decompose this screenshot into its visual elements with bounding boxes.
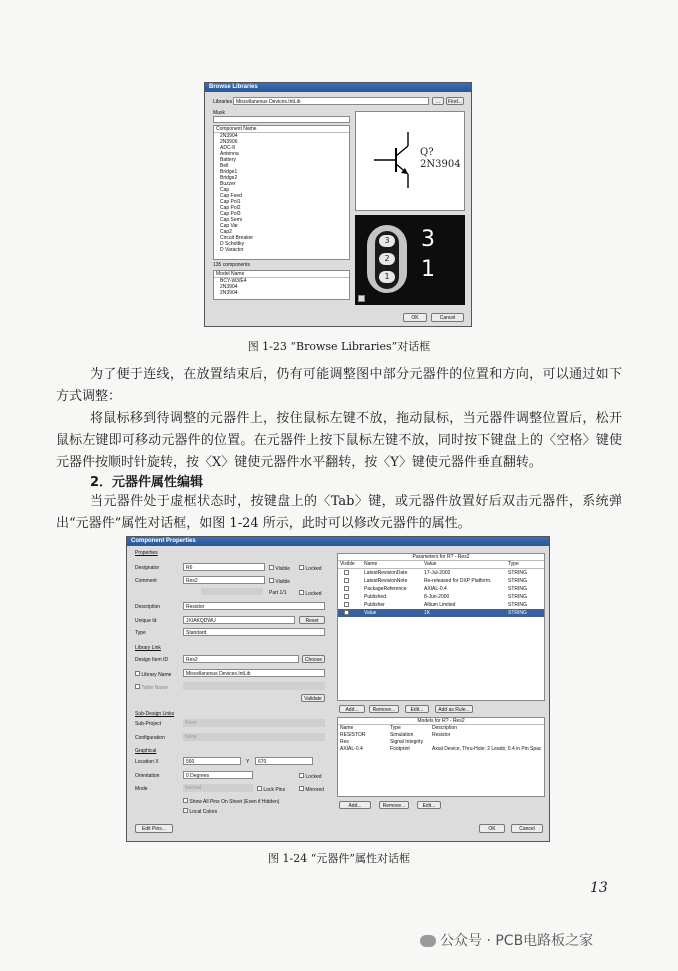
ok-button[interactable]: OK [479,824,505,833]
params-header-value: Value [424,561,437,567]
figure-caption-23: 图 1-23 “Browse Libraries”对话框 [247,340,431,353]
table-row[interactable] [338,569,544,577]
footprint-label-top: 3 [421,227,435,252]
mask-input[interactable] [213,116,350,123]
models-header-type: Type [390,725,401,731]
paragraph-2: 将鼠标移到待调整的元器件上，按住鼠标左键不放，拖动鼠标，当元器件调整位置后，松开鼠标左键即可移动元器件的位置。在元器件上按下鼠标左键不放，同时按下键盘上的〈空格〉键使元器件按顺时针旋转，按〈X〉键使元器件水平翻转，按〈Y〉键使元器件垂直翻转。 [56,411,622,470]
param-name: Value [364,610,377,616]
model-list-item[interactable]: 2N3904 [220,290,238,296]
comment-select[interactable]: Res2 [183,576,265,584]
param-name: LatestRevisionNote [364,578,408,584]
table-row[interactable] [338,732,544,739]
row-visible-checkbox[interactable] [344,570,349,575]
mode-label: Mode [135,786,148,792]
symbol-comment: 2N3904 [420,159,461,170]
row-visible-checkbox[interactable] [344,594,349,599]
param-name: Publisher [364,602,385,608]
location-y-input[interactable]: 670 [255,757,313,765]
component-list-item[interactable]: D Schottky [220,241,245,247]
description-label: Description [135,604,161,610]
orientation-select[interactable]: 0 Degrees [183,771,253,779]
orientation-label: Orientation [135,773,160,779]
graphical-group-label: Graphical [135,748,157,754]
table-row[interactable] [338,585,544,593]
table-row[interactable] [338,746,544,753]
designator-label: Designator [135,565,160,571]
dialog-titlebar: Browse Libraries [205,83,471,92]
params-header-name: Name [364,561,378,567]
param-value: Re-released for DXP Platform. [424,578,492,584]
param-type: STRING [508,586,527,592]
edit-pins-button[interactable]: Edit Pins... [135,824,173,833]
models-table[interactable] [337,717,545,797]
symbol-preview [355,111,465,211]
footprint-label-bottom: 1 [421,257,435,282]
libraries-select[interactable]: Miscellaneous Devices.IntLib [233,97,429,105]
component-list-item[interactable]: D Varactor [220,247,244,253]
table-row[interactable] [338,577,544,585]
paragraph-3: 当元器件处于虚框状态时，按键盘上的〈Tab〉键，或元器件放置好后双击元器件，系统弹出“元器件”属性对话框，如图 1-24 所示，此时可以修改元器件的属性。 [56,494,622,531]
component-list-item[interactable]: Cap Pol1 [220,199,241,205]
component-list-item[interactable]: Cap Semi [220,217,242,223]
table-row[interactable] [338,593,544,601]
design-item-input[interactable]: Res2 [183,655,299,663]
show-all-pins-checkbox[interactable]: Show All Pins On Sheet (Even if Hidden) [183,798,279,805]
sub-project-label: Sub-Project [135,721,162,727]
param-name: Published [364,594,386,600]
configuration-select: None [183,733,325,741]
3d-view-icon[interactable] [358,295,365,302]
browse-ellipsis-button[interactable]: ... [432,97,444,105]
model-type: Simulation [390,732,414,738]
model-name: RESISTOR [340,732,366,738]
comment-label: Comment [135,578,157,584]
param-type: STRING [508,570,527,576]
component-list-item[interactable]: ADC-8 [220,145,236,151]
ok-button[interactable]: OK [403,313,427,322]
component-name-header: Component Name [214,126,349,133]
table-name-checkbox[interactable]: Table Name [135,684,168,691]
page-number: 13 [590,880,608,896]
model-list-item[interactable]: 2N3904 [220,284,238,290]
component-list-item[interactable]: Cap Pol3 [220,211,241,217]
section-heading: 2．元器件属性编辑 [90,475,204,490]
param-type: STRING [508,594,527,600]
libraries-label: Libraries [213,99,233,105]
footprint-pad: 1 [379,271,395,283]
footprint-pad: 3 [379,235,395,247]
component-list-item[interactable]: Cap Pol2 [220,205,241,211]
component-list-item[interactable]: Buzzer [220,181,236,187]
unique-id-input[interactable]: JXIAKQDWU [183,616,295,624]
cancel-button[interactable]: Cancel [511,824,543,833]
comment-visible[interactable]: Visible [269,578,290,585]
param-add-button[interactable]: Add... [339,705,365,713]
model-name-header: Model Name [214,271,349,278]
cancel-button[interactable]: Cancel [431,313,464,322]
mask-label: Mask [213,110,225,116]
dialog-titlebar: Component Properties [127,537,549,546]
browse-libraries-dialog [204,82,472,327]
type-label: Type [135,630,146,636]
configuration-label: Configuration [135,735,165,741]
component-list-item[interactable]: Cap [220,187,230,193]
mirrored-checkbox[interactable]: Mirrored [299,786,324,793]
local-colors-checkbox[interactable]: Local Colors [183,808,217,815]
component-properties-dialog [126,536,550,842]
model-add-button[interactable]: Add... [339,801,371,809]
paragraph-1: 为了便于连线，在放置结束后，仍有可能调整图中部分元器件的位置和方向，可以通过如下方式调整： [56,367,622,404]
row-visible-checkbox[interactable] [344,602,349,607]
properties-group-label: Properties [135,550,158,556]
models-header-name: Name [340,725,354,731]
library-link-group-label: Library Link [135,645,161,651]
table-row[interactable] [338,601,544,609]
footprint-preview [355,215,465,305]
param-type: STRING [508,602,527,608]
param-type: STRING [508,610,527,616]
row-visible-checkbox[interactable] [344,578,349,583]
model-type: Footprint [390,746,410,752]
designator-visible[interactable]: Visible [269,565,290,572]
row-visible-checkbox[interactable] [344,610,349,615]
table-name-input [183,682,325,690]
models-title: Models for R? - Res2 [338,718,544,725]
find-button[interactable]: Find... [446,97,464,105]
component-list-item[interactable]: Bell [220,163,229,169]
param-value: Altium Limited [424,602,456,608]
library-name-checkbox[interactable]: Library Name [135,671,171,678]
component-list-item[interactable]: Antenna [220,151,239,157]
component-list-item[interactable]: 2N3906 [220,139,238,145]
symbol-designator: Q? [420,147,434,158]
parameters-title: Parameters for R? - Res2 [338,554,544,561]
row-visible-checkbox[interactable] [344,586,349,591]
component-list-item[interactable]: Circuit Breaker [220,235,254,241]
param-name: PackageReference [364,586,407,592]
lock-pins-checkbox[interactable]: Lock Pins [257,786,285,793]
model-list-item[interactable]: BCY-W3/E4 [220,278,247,284]
models-header-desc: Description [432,725,458,731]
model-type: Signal Integrity [390,739,424,745]
description-input[interactable]: Resistor [183,602,325,610]
component-list-item[interactable]: Bridge2 [220,175,238,181]
location-x-input[interactable]: 560 [183,757,241,765]
table-row[interactable] [338,609,544,617]
component-list-item[interactable]: Battery [220,157,236,163]
component-list-item[interactable]: Bridge1 [220,169,238,175]
param-edit-button[interactable]: Edit... [405,705,429,713]
param-type: STRING [508,578,527,584]
model-desc: Axial Device, Thru-Hole; 2 Leads; 0.4 in Pin Spac [432,746,542,752]
sub-project-input: None [183,719,325,727]
param-value: 1K [424,610,431,616]
part-navigator[interactable] [201,588,263,595]
location-x-label: Location X [135,759,159,765]
add-as-rule-button[interactable]: Add as Rule... [435,705,473,713]
param-remove-button[interactable]: Remove... [369,705,399,713]
model-edit-button[interactable]: Edit... [417,801,441,809]
component-list-item[interactable]: Cap Var [220,223,238,229]
component-list-item[interactable]: Cap Feed [220,193,242,199]
reset-button[interactable]: Reset [299,616,325,624]
unique-id-label: Unique Id [135,618,157,624]
library-name-input[interactable]: Miscellaneous Devices.IntLib [183,669,325,677]
sub-design-group-label: Sub-Design Links [135,711,175,717]
param-value: 17-Jul-2002 [424,570,451,576]
params-header-visible: Visible [340,561,355,567]
component-count: 135 components [213,262,250,268]
params-header-type: Type [508,561,519,567]
model-desc: Resistor [432,732,451,738]
component-list[interactable] [213,125,350,260]
param-value: AXIAL-0.4 [424,586,447,592]
type-select[interactable]: Standard [183,628,325,636]
mode-select: Normal [183,784,253,792]
validate-button[interactable]: Validate [301,694,325,702]
part-locked[interactable]: Locked [299,590,322,597]
model-name: AXIAL-0.4 [340,746,363,752]
model-list[interactable] [213,270,350,300]
part-label: Part 1/1 [269,590,287,596]
choose-button[interactable]: Choose [302,655,325,663]
wechat-icon [420,935,436,947]
table-row[interactable] [338,739,544,746]
model-name: Res [340,739,349,745]
watermark: 公众号 · PCB电路板之家 [420,930,593,950]
graphical-locked[interactable]: Locked [299,773,322,780]
footprint-pad: 2 [379,253,395,265]
param-name: LatestRevisionDate [364,570,408,576]
design-item-label: Design Item ID [135,657,169,663]
location-y-label: Y [246,759,250,765]
designator-input[interactable]: R6 [183,563,265,571]
designator-locked[interactable]: Locked [299,565,322,572]
figure-caption-24: 图 1-24 “元器件”属性对话框 [268,852,410,865]
param-value: 8-Jun-2000 [424,594,450,600]
component-list-item[interactable]: Cap2 [220,229,232,235]
model-remove-button[interactable]: Remove... [379,801,409,809]
component-list-item[interactable]: 2N3904 [220,133,238,139]
parameters-table[interactable] [337,553,545,701]
